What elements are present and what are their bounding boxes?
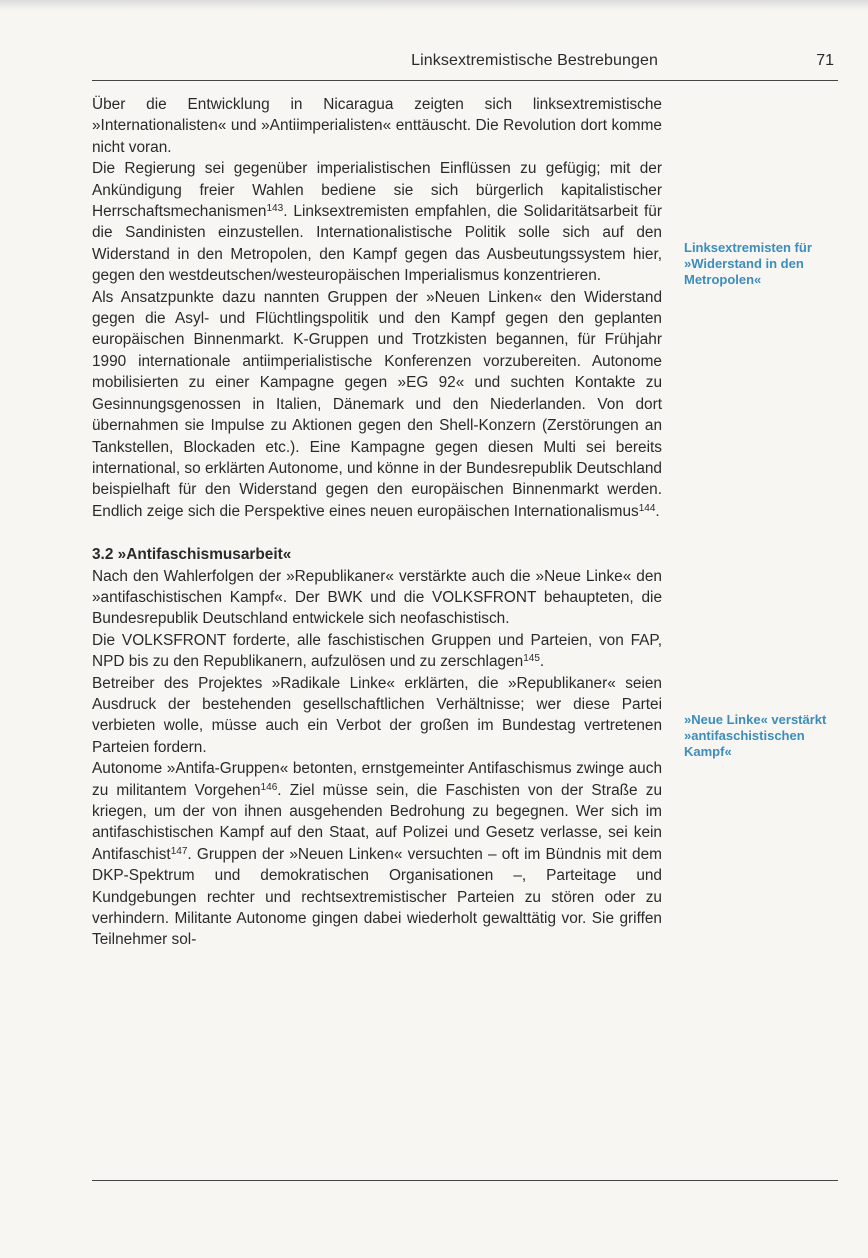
scan-top-shade bbox=[0, 0, 868, 10]
section-heading: 3.2 »Antifaschismusarbeit« bbox=[92, 546, 292, 564]
paragraph: Nach den Wahlerfolgen der »Republikaner« verstärkte auch die »Neue Linke« den »antifaschistischen Kampf«. Der BWK und die VOLKSFRONT behaupteten, die Bundesrepublik Deutschland entwickele sich neofaschistisch. bbox=[92, 567, 662, 628]
paragraph: Die Regierung sei gegenüber imperialistischen Einflüssen zu gefügig; mit der Ankündigung freier Wahlen bediene sie sich bürgerlich kapitalistischer Herrschaftsmechanismen$^{143}$. Linksextremisten empfahlen, die Solidaritätsarbeit für die Sandinisten einzustellen. Internationalistische Politik solle sich auf den Widerstand in den Metropolen, den Kampf gegen das Ausbeutungssystem hier, gegen den westdeutschen/westeuropäischen Imperialismus konzentrieren. bbox=[92, 160, 662, 285]
margin-note: Linksextremisten für »Widerstand in den Metropolen« bbox=[684, 240, 812, 287]
paragraph: Die VOLKSFRONT forderte, alle faschistischen Gruppen und Parteien, von FAP, NPD bis zu den Republikanern, aufzulösen und zu zerschlagen$^{145}$. bbox=[92, 631, 662, 671]
footnote-ref: 143 bbox=[266, 203, 284, 215]
header-title: Linksextremistische Bestrebungen bbox=[411, 52, 658, 69]
page-number: 71 bbox=[816, 52, 834, 69]
header-rule bbox=[92, 80, 838, 81]
paragraph: Betreiber des Projektes »Radikale Linke« erklärten, die »Republikaner« seien Ausdruck der bestehenden gesellschaftlichen Verhältnisse; wer diese Partei verbieten wolle, müsse auch ein Verbot der großen im Bundestag vertretenen Parteien fordern. bbox=[92, 674, 662, 756]
paragraph: Autonome »Antifa-Gruppen« betonten, ernstgemeinter Antifaschismus zwinge auch zu militantem Vorgehen$^{146}$. Ziel müsse sein, die Faschisten von der Straße zu kriegen, um der von ihnen ausgehenden Bedrohung zu begegnen. Wer sich im antifaschistischen Kampf auf den Staat, auf Polizei und Gesetz verlasse, sei kein Antifaschist$^{147}$. Gruppen der »Neuen Linken« versuchten – oft im Bündnis mit dem DKP-Spektrum und demokratischen Organisationen –, Parteitage und Kundgebungen rechter und rechtsextremistischer Parteien zu stören oder zu verhindern. Militante Autonome gingen dabei wiederholt gewalttätig vor. Sie griffen Teilnehmer sol- bbox=[92, 760, 663, 949]
paragraph: Als Ansatzpunkte dazu nannten Gruppen der »Neuen Linken« den Widerstand gegen die Asyl- und Flüchtlingspolitik und den Kampf gegen den geplanten europäischen Binnenmarkt. K-Gruppen und Trotzkisten begannen, für Frühjahr 1990 internationale antiimperialistische Konferenzen vorzubereiten. Autonome mobilisierten zu einer Kampagne gegen »EG 92« und suchten Kontakte zu Gesinnungsgenossen in Italien, Dänemark und den Niederlanden. Von dort übernahmen sie Impulse zu Aktionen gegen den Shell-Konzern (Zerstörungen an Tankstellen, Blockaden etc.). Eine Kampagne gegen diesen Multi sei bereits international, so erklärten Autonome, und könne in der Bundesrepublik Deutschland beispielhaft für den Widerstand gegen den europäischen Binnenmarkt werden. Endlich zeige sich die Perspektive eines neuen europäischen Internationalismus$^{144}$. bbox=[92, 288, 662, 520]
main-text bbox=[92, 94, 662, 951]
footnote-ref: 146 bbox=[260, 781, 278, 793]
footnote-ref: 147 bbox=[170, 845, 188, 857]
paragraph: Über die Entwicklung in Nicaragua zeigten sich linksextremistische »Internationalisten« und »Antiimperialisten« enttäuscht. Die Revolution dort komme nicht voran. bbox=[92, 96, 662, 156]
running-header bbox=[92, 52, 838, 78]
footnote-ref: 144 bbox=[638, 502, 656, 514]
footnote-ref: 145 bbox=[523, 653, 540, 665]
footer-rule bbox=[92, 1180, 838, 1181]
margin-note: »Neue Linke« verstärkt »antifaschistischen Kampf« bbox=[684, 712, 827, 759]
